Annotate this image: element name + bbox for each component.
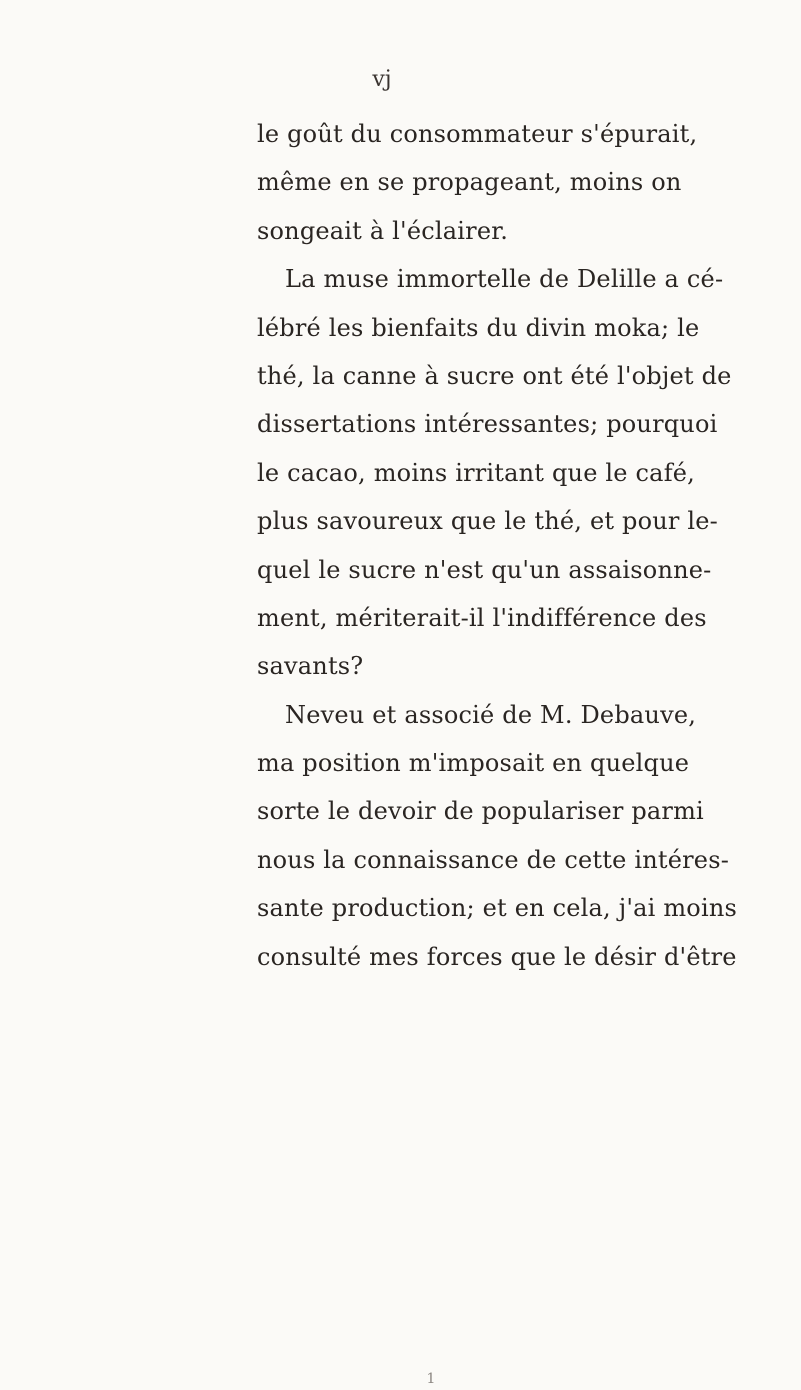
text-line: même en se propageant, moins on (257, 168, 682, 197)
text-line: dissertations intéressantes; pourquoi (257, 410, 718, 439)
text-line: sante production; et en cela, j'ai moins (257, 894, 738, 923)
text-line: ma position m'imposait en quelque (257, 749, 690, 778)
signature-mark: 1 (426, 1371, 436, 1387)
text-line: lébré les bienfaits du divin moka; le (257, 313, 700, 342)
text-line: nous la connaissance de cette intéres- (257, 845, 730, 874)
text-line: thé, la canne à sucre ont été l'objet de (257, 361, 732, 390)
text-line: quel le sucre n'est qu'un assaisonne- (257, 555, 712, 584)
text-line: ment, mériterait-il l'indifférence des (257, 603, 707, 632)
text-line: le goût du consommateur s'épurait, (257, 120, 698, 148)
text-line: consulté mes forces que le désir d'être (257, 942, 737, 971)
text-line: plus savoureux que le thé, et pour le- (257, 507, 718, 536)
text-line: le cacao, moins irritant que le café, (257, 458, 696, 487)
page-number: vj (372, 67, 392, 92)
text-line: songeait à l'éclairer. (257, 216, 509, 245)
text-line: savants? (257, 652, 364, 681)
text-line: sorte le devoir de populariser parmi (257, 797, 704, 826)
text-line: Neveu et associé de M. Debauve, (285, 700, 697, 729)
body-text (257, 110, 738, 981)
text-line: La muse immortelle de Delille a cé- (285, 265, 724, 294)
